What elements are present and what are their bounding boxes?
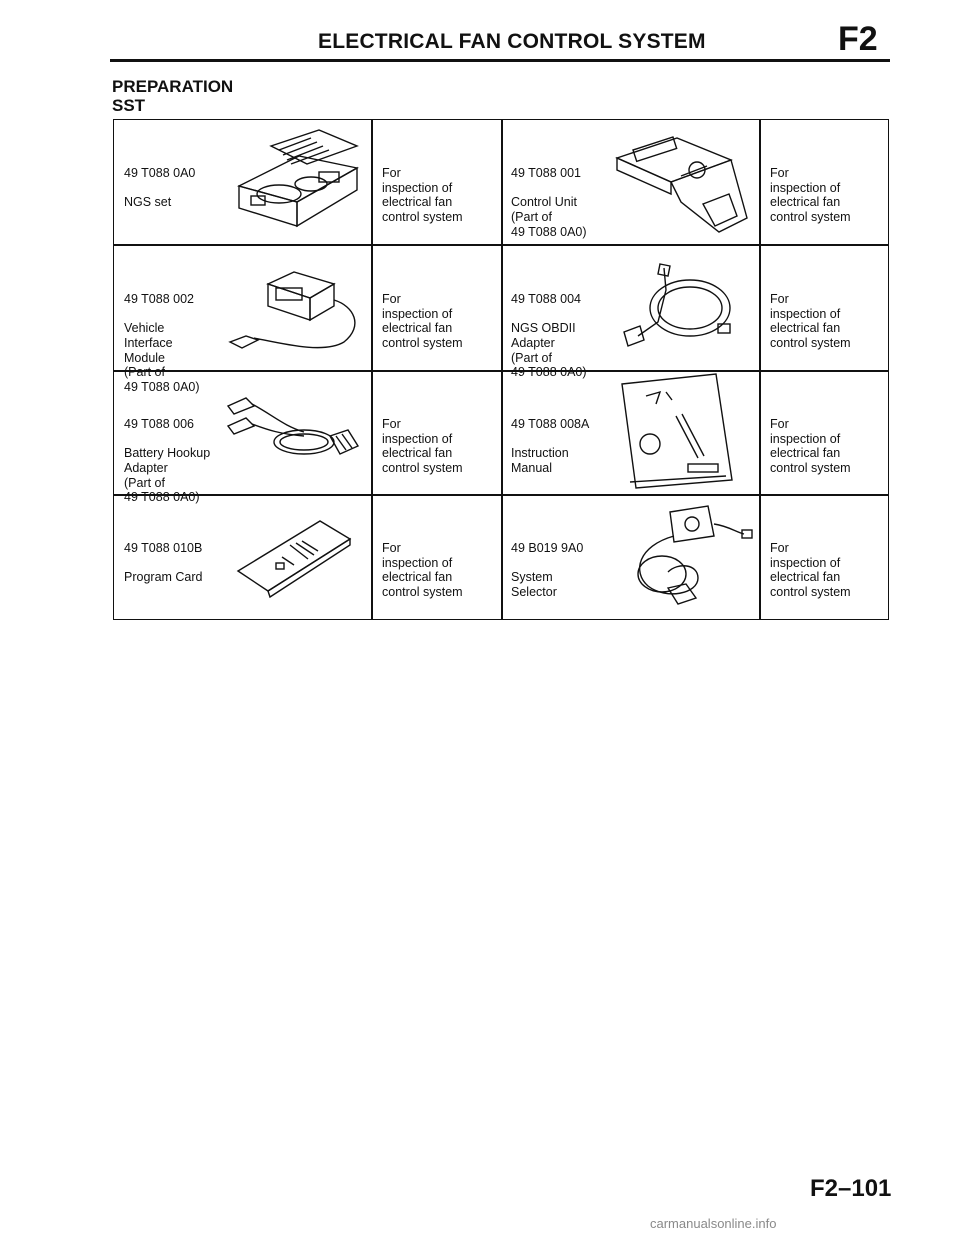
tool-name: 49 T088 008A Instruction Manual	[511, 417, 590, 475]
battery-hookup-adapter-icon	[224, 396, 364, 476]
tool-name: 49 B019 9A0 System Selector	[511, 541, 584, 599]
program-card-icon	[234, 515, 364, 605]
tool-usage: For inspection of electrical fan control system	[382, 417, 463, 475]
tool-usage: For inspection of electrical fan control system	[382, 166, 463, 224]
ngs-set-case-icon	[219, 128, 359, 233]
section-heading: PREPARATION	[112, 77, 234, 96]
tool-usage: For inspection of electrical fan control system	[770, 417, 851, 475]
tool-name: 49 T088 010B Program Card	[124, 541, 203, 585]
header-rule	[110, 59, 890, 62]
tool-usage: For inspection of electrical fan control system	[770, 541, 851, 599]
page-title: ELECTRICAL FAN CONTROL SYSTEM	[318, 30, 706, 53]
vehicle-interface-module-icon	[224, 266, 364, 356]
sst-table	[113, 119, 889, 620]
tool-name: 49 T088 002 Vehicle Interface Module (Part of 49 T088 0A0)	[124, 292, 200, 394]
page-number: F2–101	[810, 1175, 892, 1202]
tool-name: 49 T088 0A0 NGS set	[124, 166, 196, 210]
tool-usage: For inspection of electrical fan control system	[770, 166, 851, 224]
tool-name: 49 T088 004 NGS OBDII Adapter (Part of 49 T088 0A0)	[511, 292, 587, 380]
tool-name: 49 T088 006 Battery Hookup Adapter (Part of 49 T088 0A0)	[124, 417, 211, 505]
control-unit-icon	[611, 130, 751, 235]
instruction-manual-icon	[616, 372, 736, 492]
obd-adapter-cable-icon	[604, 262, 752, 362]
section-code: F2	[838, 20, 878, 58]
watermark[interactable]: carmanualsonline.info	[650, 1216, 777, 1231]
tool-usage: For inspection of electrical fan control system	[382, 292, 463, 350]
tool-usage: For inspection of electrical fan control system	[382, 541, 463, 599]
tool-name: 49 T088 001 Control Unit (Part of 49 T088 0A0)	[511, 166, 587, 239]
tool-usage: For inspection of electrical fan control system	[770, 292, 851, 350]
section-subheading: SST	[112, 96, 146, 115]
system-selector-icon	[608, 502, 758, 614]
